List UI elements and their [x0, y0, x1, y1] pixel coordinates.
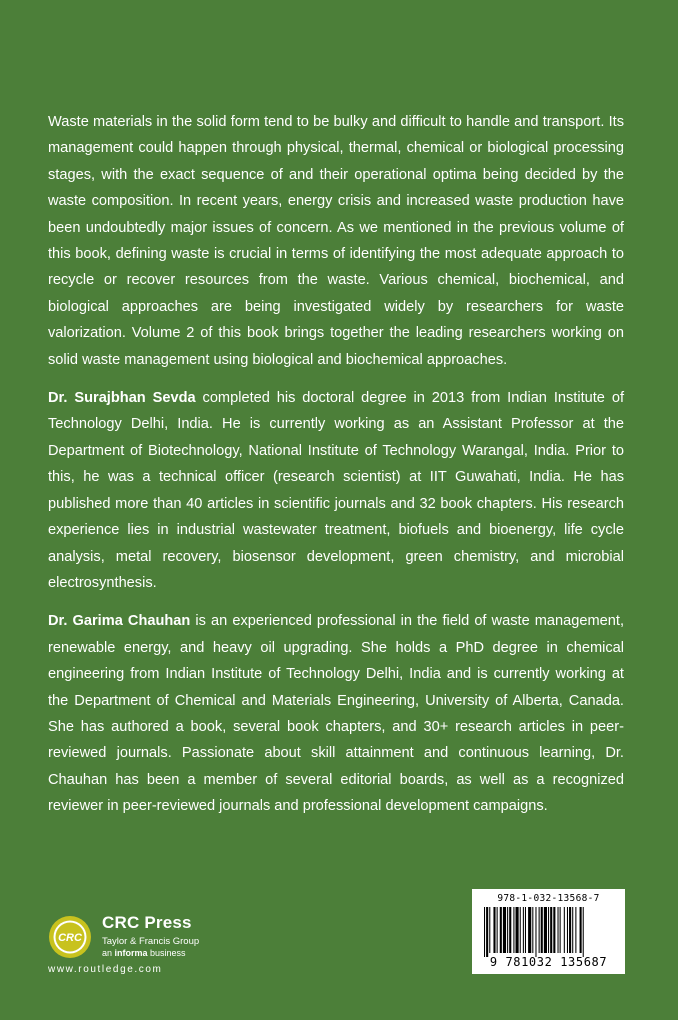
business-suffix: business: [147, 948, 186, 958]
isbn-barcode: [472, 889, 625, 974]
barcode-bar: [523, 907, 524, 953]
author-name: Dr. Garima Chauhan: [48, 613, 191, 630]
barcode-bar: [516, 907, 519, 953]
barcode-bars: [482, 907, 618, 957]
barcode-bar: [525, 907, 526, 953]
barcode-bar: [541, 907, 543, 953]
paragraph-text: completed his doctoral degree in 2013 from Indian Institute of Technology Delhi, India. He is currently working as an Assistant Professor at the Department of Biotechnology, National Institute of Technology Warangal, India. Prior to this, he was a technical officer (research scientist) at IIT Guwahati, India. He has published more than 40 articles in scientific journals and 32 book chapters. His research experience lies in industrial wastewater treatment, biofuels and bioenergy, life cycle analysis, metal recovery, biosensor development, green chemistry, and microbial electrosynthesis.: [48, 390, 624, 591]
paragraph: [48, 385, 624, 596]
barcode-bar: [572, 907, 573, 953]
barcode-bar: [575, 907, 576, 953]
business-prefix: an: [102, 948, 115, 958]
barcode-bar: [560, 907, 561, 953]
isbn-top-label: 978-1-032-13568-7: [497, 893, 600, 904]
publisher-block: [48, 910, 228, 980]
isbn-bottom-label: 9 781032 135687: [489, 955, 608, 969]
author-name: Dr. Surajbhan Sevda: [48, 390, 196, 407]
barcode-bar: [507, 907, 508, 953]
barcode-bar: [535, 907, 536, 957]
description-block: [48, 109, 624, 832]
barcode-bar: [528, 907, 531, 953]
publisher-name: CRC Press: [102, 913, 192, 932]
publisher-group: Taylor & Francis Group: [102, 936, 200, 947]
barcode-bar: [503, 907, 506, 953]
barcode-bar: [493, 907, 495, 953]
paragraph-text: Waste materials in the solid form tend to be bulky and difficult to handle and transport. Its management could happen through physical, thermal, chemical or biological processing stages, with the exact sequence of and their operational optima being decided by the waste composition. In recent years, energy crisis and increased waste production have been undoubtedly major issues of concern. As we mentioned in the previous volume of this book, defining waste is crucial in terms of identifying the most adequate approach to recycle or recover resources from the waste. Various chemical, biochemical, and biological approaches are being investigated widely by researchers for waste valorization. Volume 2 of this book brings together the leading researchers working on solid waste management using biological and biochemical approaches.: [48, 114, 624, 368]
barcode-bar: [550, 907, 552, 953]
business-bold: informa: [114, 948, 148, 958]
barcode-bar: [489, 907, 490, 953]
crc-press-logo-icon: [48, 915, 92, 959]
barcode-bar: [497, 907, 498, 953]
barcode-bar: [500, 907, 502, 953]
barcode-bar: [509, 907, 511, 953]
barcode-bar: [484, 907, 485, 957]
barcode-bar: [567, 907, 568, 953]
publisher-url: www.routledge.com: [48, 964, 163, 975]
barcode-bar: [548, 907, 549, 953]
barcode-bar: [569, 907, 571, 953]
barcode-bar: [532, 907, 533, 953]
barcode-bar: [580, 907, 582, 953]
barcode-bar: [544, 907, 547, 953]
barcode-bar: [558, 907, 559, 953]
barcode-bar: [539, 907, 540, 953]
barcode-bar: [564, 907, 565, 953]
barcode-bar: [486, 907, 488, 957]
paragraph-text: is an experienced professional in the field of waste management, renewable energy, and heavy oil upgrading. She holds a PhD degree in chemical engineering from Indian Institute of Technology Delhi, India and is currently working at the Department of Chemical and Materials Engineering, University of Alberta, Canada. She has authored a book, several book chapters, and 30+ research articles in peer-reviewed journals. Passionate about skill attainment and continuous learning, Dr. Chauhan has been a member of several editorial boards, as well as a recognized reviewer in peer-reviewed journals and professional development campaigns.: [48, 613, 624, 815]
crc-logo-text: CRC: [58, 932, 82, 944]
barcode-bar: [553, 907, 555, 953]
paragraph: [48, 608, 624, 819]
barcode-bar: [583, 907, 584, 957]
barcode-bar: [513, 907, 514, 953]
publisher-business: [102, 948, 186, 958]
paragraph: [48, 109, 624, 373]
barcode-bar: [520, 907, 521, 953]
